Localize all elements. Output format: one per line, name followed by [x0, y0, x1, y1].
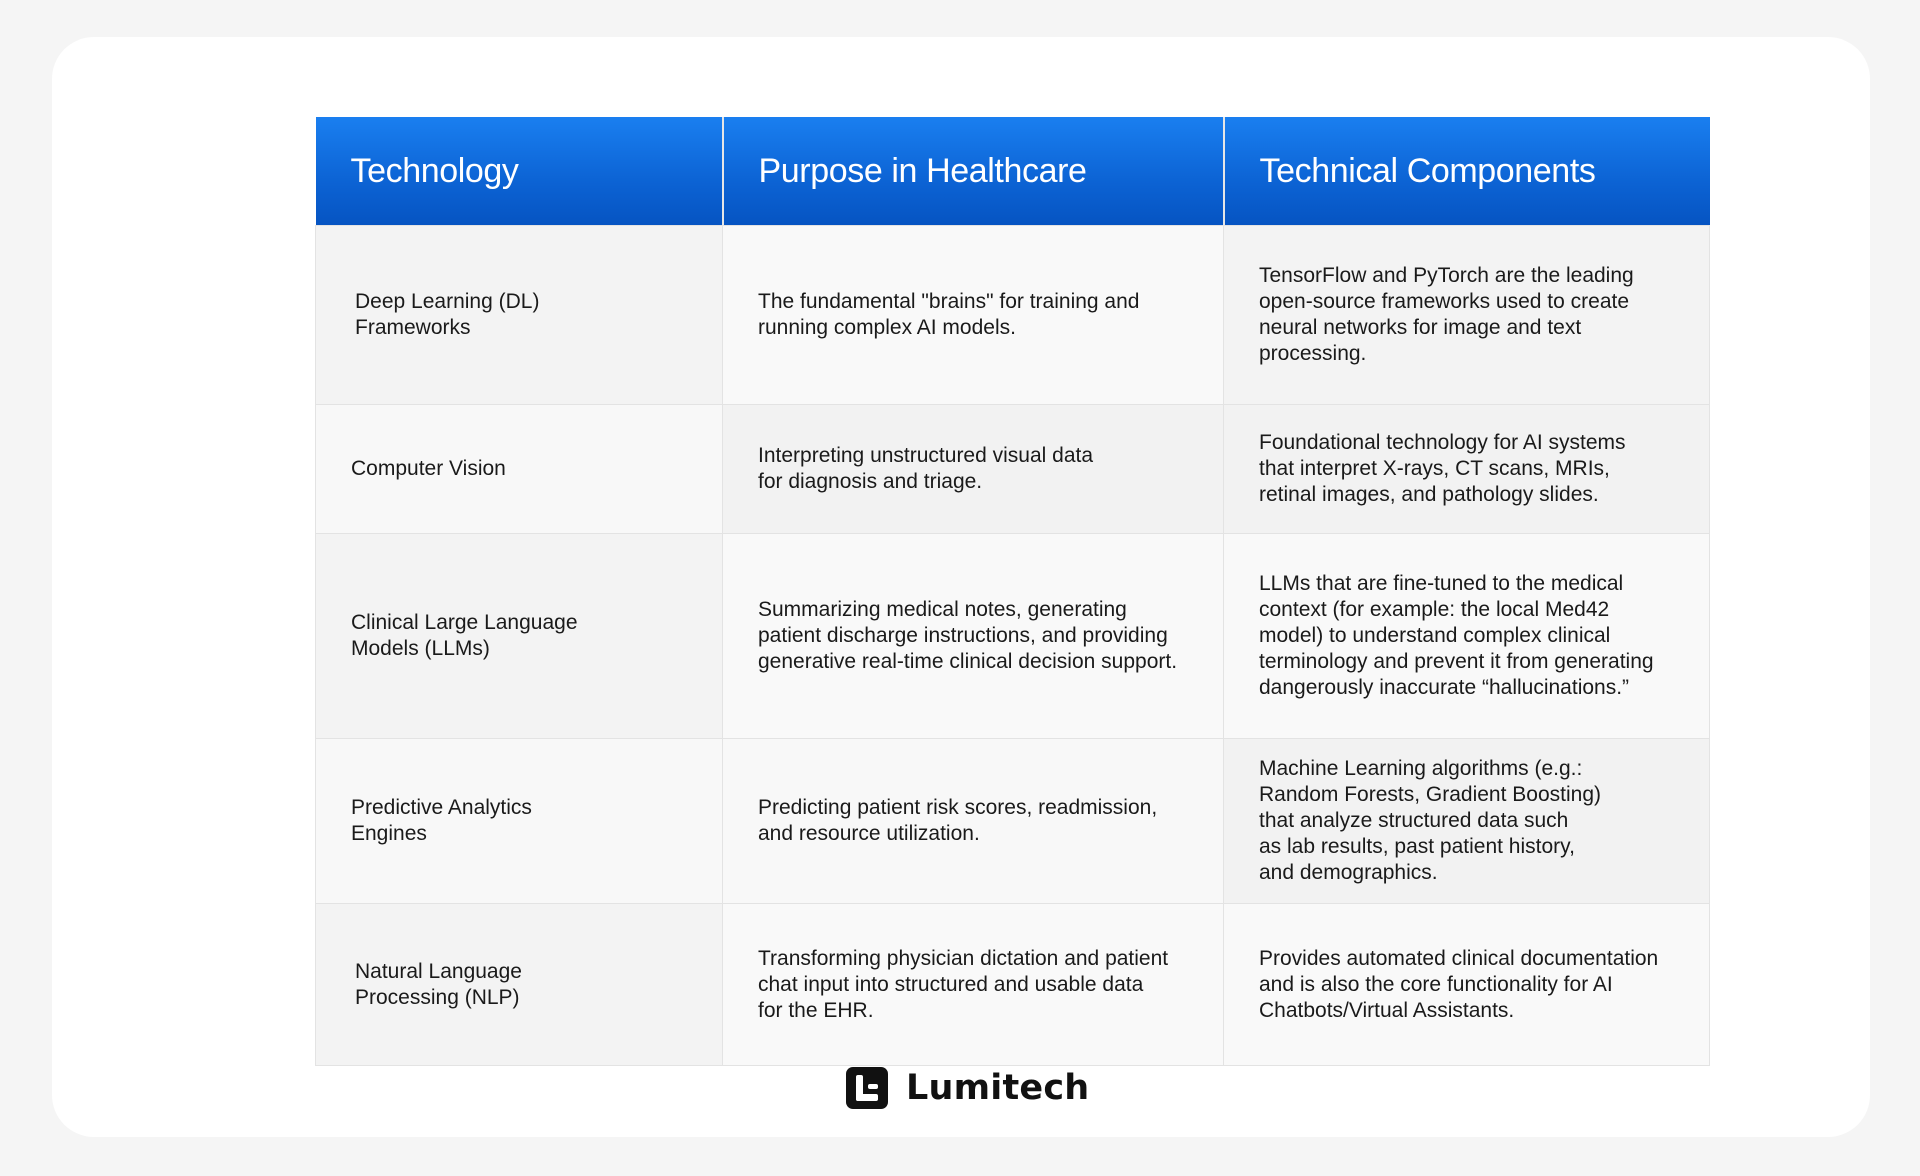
cell-technology: Deep Learning (DL) Frameworks — [316, 226, 723, 405]
cell-components: TensorFlow and PyTorch are the leading open-source frameworks used to create neural networks for image and text processing. — [1224, 226, 1710, 405]
technology-table — [315, 117, 1710, 1066]
cell-technology: Predictive Analytics Engines — [316, 739, 723, 904]
table-header-row — [316, 117, 1710, 226]
cell-purpose: Transforming physician dictation and patient chat input into structured and usable data for the EHR. — [723, 904, 1224, 1066]
cell-purpose: Summarizing medical notes, generating patient discharge instructions, and providing generative real-time clinical decision support. — [723, 534, 1224, 739]
lumitech-logo-icon — [846, 1067, 888, 1109]
brand-name: Lumitech — [906, 1068, 1090, 1108]
technology-table-wrapper — [315, 117, 1709, 1066]
cell-technology: Natural Language Processing (NLP) — [316, 904, 723, 1066]
cell-purpose: Interpreting unstructured visual data for diagnosis and triage. — [723, 405, 1224, 534]
header-purpose: Purpose in Healthcare — [723, 117, 1224, 226]
header-technology: Technology — [316, 117, 723, 226]
brand-logo — [846, 1066, 1089, 1110]
table-row — [316, 226, 1710, 405]
table-row — [316, 534, 1710, 739]
cell-purpose: Predicting patient risk scores, readmission, and resource utilization. — [723, 739, 1224, 904]
table-row — [316, 904, 1710, 1066]
cell-purpose: The fundamental "brains" for training and running complex AI models. — [723, 226, 1224, 405]
content-card — [52, 37, 1870, 1137]
cell-components: LLMs that are fine-tuned to the medical context (for example: the local Med42 model) to understand complex clinical terminology and prevent it from generating dangerously inaccurate “hallucinations.” — [1224, 534, 1710, 739]
cell-technology: Computer Vision — [316, 405, 723, 534]
table-row — [316, 405, 1710, 534]
cell-components: Provides automated clinical documentation and is also the core functionality for AI Chatbots/Virtual Assistants. — [1224, 904, 1710, 1066]
header-components: Technical Components — [1224, 117, 1710, 226]
cell-components: Machine Learning algorithms (e.g.: Random Forests, Gradient Boosting) that analyze structured data such as lab results, past patient history, and demographics. — [1224, 739, 1710, 904]
cell-technology: Clinical Large Language Models (LLMs) — [316, 534, 723, 739]
cell-components: Foundational technology for AI systems that interpret X-rays, CT scans, MRIs, retinal images, and pathology slides. — [1224, 405, 1710, 534]
table-row — [316, 739, 1710, 904]
